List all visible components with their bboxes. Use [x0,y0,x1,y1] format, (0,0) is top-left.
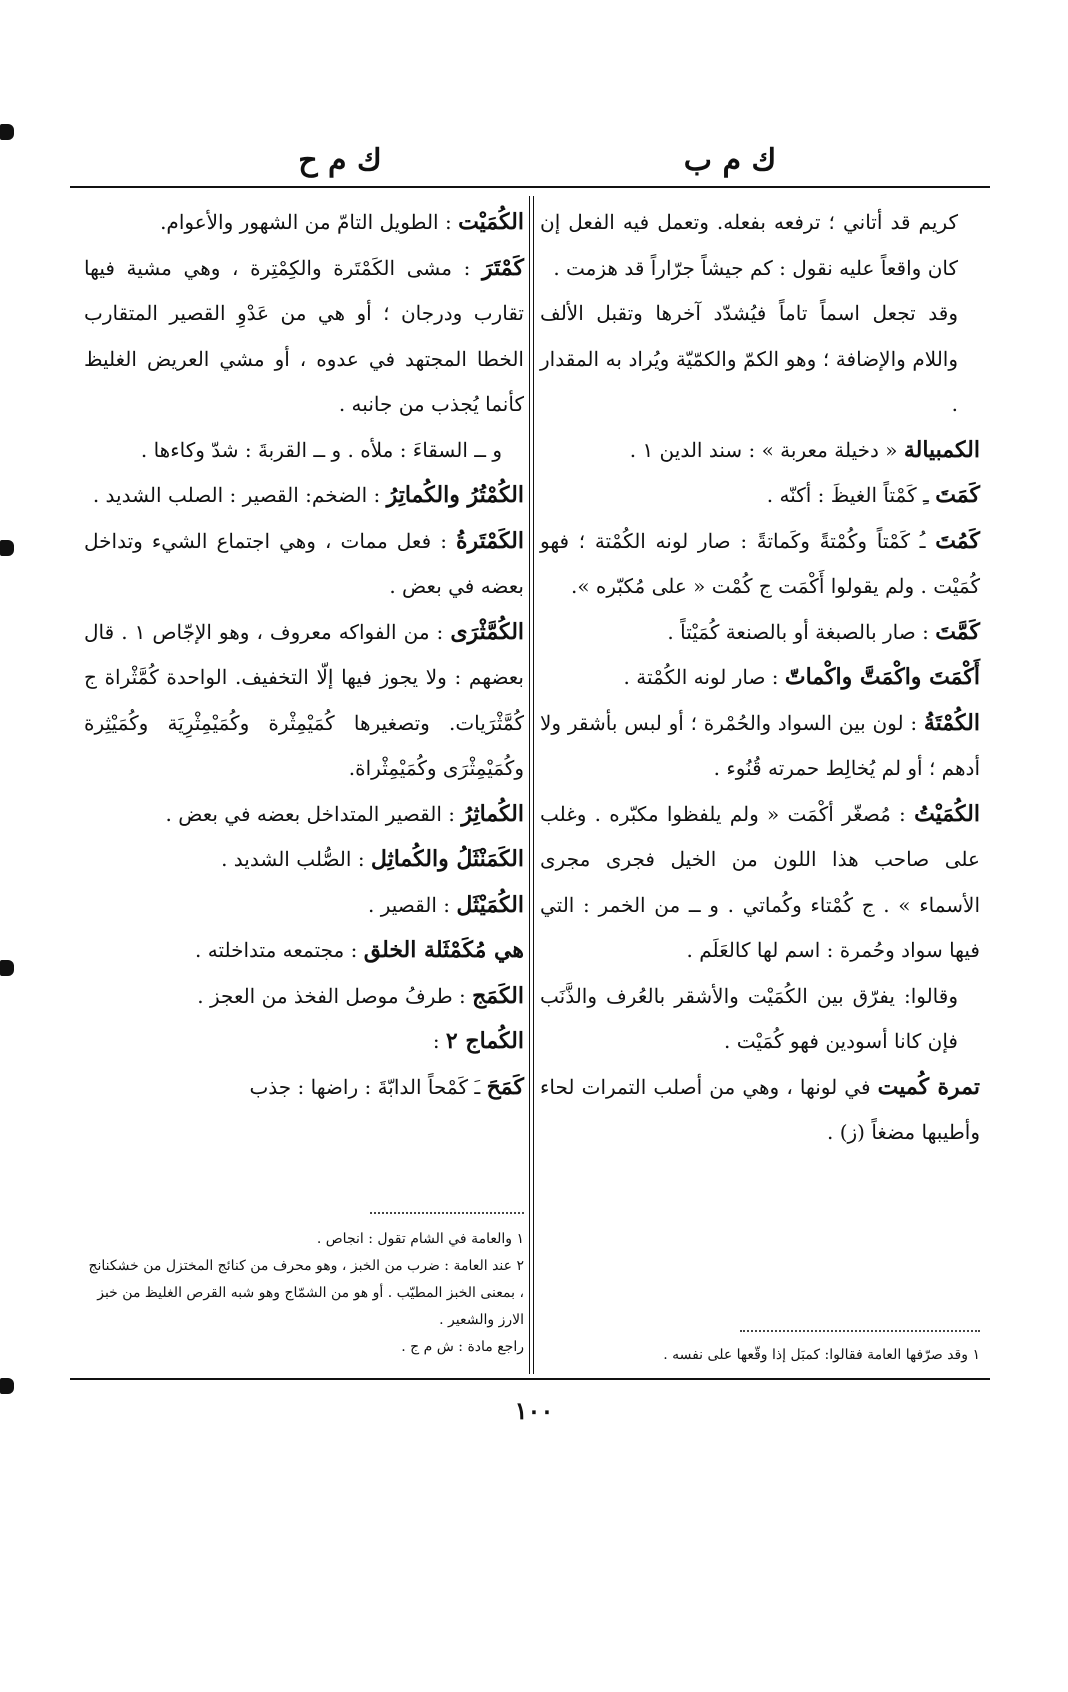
definition-text: في لونها ، وهي من أصلب التمرات لحاء وأطيبها مضغاً (ز) . [540,1074,980,1144]
dictionary-entry [84,928,524,974]
headword: هي مُكَمْثَلة الخلق [363,937,524,963]
column-divider [533,196,534,1374]
margin-mark [0,540,14,556]
headword: الكُمَيْت [458,209,524,235]
headword: الكَمَنْثَلُ والكُماثِل [370,846,524,872]
headword: الكُمَّثْرَى [450,618,525,645]
dictionary-entry [540,655,980,701]
left-footnotes [84,1226,524,1361]
definition-text: : فعل ممات ، وهي اجتماع الشيء وتداخل بعضه في بعض . [84,528,524,598]
footnote: ١ وقد صرّفها العامة فقالوا: كمبَل إذا وقّعها على نفسه . [663,1347,980,1363]
dictionary-entry [84,246,524,428]
margin-mark [0,960,14,976]
headword: كَمَحَ [486,1073,524,1100]
dictionary-entry [84,473,524,519]
dictionary-entry [84,200,524,246]
headword: الكَمْتَرةُ [456,527,524,554]
definition-text: : صار بالصبغة أو بالصنعة كُمَيْتاً . [667,619,929,644]
definition-text: : الضخم: القصير : الصلب الشديد . [92,483,381,507]
headword: كَمَّتَ [935,618,980,645]
dictionary-entry [84,610,524,792]
margin-mark [0,124,14,140]
headword: الكَمَج [472,982,524,1009]
top-rule [70,186,990,188]
headword: الكمبيالة [903,436,980,463]
footnote: راجع مادة : ش م ج . [401,1339,524,1355]
definition-text: ـُ كَمْتاً وكُمْتةً وكَماتةً : صار لونه الكُمْتة ؛ فهو كُمَيْت . ولم يقولوا أَكْمَت ج كُمْت « على مُكبّره ». [540,528,980,598]
definition-text: : مشى الكَمْتَرة والكِمْتِرة ، وهي مشية فيها تقارب ودرجان ؛ أو هي من عَدْوِ القصير المتقارب الخطا المجتهد في عدوه ، أو مشي العريض الغليظ كأنما يُجذب من جانبه . [84,255,524,416]
headword: كَمَتَ [935,482,980,508]
dictionary-entry [540,701,980,792]
column-divider [529,196,530,1374]
footnote-separator [370,1212,524,1214]
definition-text: : صار لونه الكُمْتة . [623,665,779,689]
headword: تمرة كُميت [877,1073,980,1100]
entry-paragraph [540,200,980,291]
headword: كَمْتَرَ [482,254,524,281]
bottom-rule [70,1378,990,1380]
definition-text: : القصير . [368,892,451,917]
dictionary-entry [540,610,980,656]
footnote-separator [740,1330,980,1332]
left-column-header: ك م ح [298,143,382,178]
headword: الكُمَيْثَل [456,891,524,918]
dictionary-entry [84,792,524,838]
left-column [84,200,524,1110]
definition-text: وقالوا: يفرّق بين الكُمَيْت والأشقر بالعُرف والذَّنَب فإن كانا أسودين فهو كُمَيْت . [540,983,958,1053]
definition-text: و ــ السقاءَ : ملأه . و ــ القربةَ : شدّ وكاءها . [140,437,502,462]
definition-text: : طرفُ موصل الفخذ من العجز . [197,983,466,1008]
definition-text: : لون بين السواد والحُمْرة ؛ أو لبس بأشقر ولا أدهم ؛ أو لم يُخالِط حمرته قُنُوء . [540,710,980,780]
headword: الكُمْتُرُ والكُماتِرُ [386,482,524,508]
definition-text: : الطويل التامّ من الشهور والأعوام. [160,210,452,234]
definition-text: وقد تجعل اسماً تاماً فيُشدّد آخرها وتقبل الألف واللام والإضافة ؛ وهو الكمّ والكمّيّة ويُراد به المقدار . [540,301,958,416]
dictionary-entry [84,1065,524,1111]
dictionary-entry [540,519,980,610]
dictionary-entry [540,792,980,974]
dictionary-entry [84,974,524,1020]
dictionary-entry [540,428,980,474]
definition-text: « دخيلة معربة » : سند الدين ١ . [629,437,898,462]
definition-text: : من الفواكه معروف ، وهو الإجّاص ١ . قال بعضهم : ولا يجوز فيها إلّا التخفيف. الواحدة كُمَّثْراة ج كُمَّثْرَيات. وتصغيرها كُمَيْمِثْرة وكُمَيْمِثْرِيَة وكُمَيْثِرة وكُمَيْمِثْرَى وكُمَيْمِثْراة. [84,619,524,780]
definition-text: : مجتمعه متداخلته . [195,938,358,962]
dictionary-entry [84,883,524,929]
page-number: ١٠٠ [514,1396,554,1425]
margin-mark [0,1378,14,1394]
headword: أَكْمَتَ واكْمَتَّ واكْماتّ [784,664,980,690]
headword: الكُماثِرُ [461,800,524,827]
right-column-header: ك م ب [683,143,777,178]
headword: كَمُتَ [935,527,980,554]
definition-text: ـِ كَمْتاً الغيظَ : أكنّه . [766,483,929,507]
dictionary-entry [84,837,524,883]
definition-text: : القصير المتداخل بعضه في بعض . [165,801,455,826]
headword: الكُماج ٢ [445,1028,524,1054]
dictionary-entry [540,473,980,519]
headword: الكُمَيْتُ [914,800,980,827]
definition-text: : مُصغّر أكْمَت « ولم يلفظوا مكبّره . وغلب على صاحب هذا اللون من الخيل فجرى مجرى الأسماء » . ج كُمْتاء وكُماتي . و ــ من الخمر : التي فيها سواد وحُمرة : اسم لها كالعَلَم . [540,801,980,962]
dictionary-entry [84,519,524,610]
right-column [540,200,980,1156]
dictionary-entry [84,1019,524,1065]
right-footnotes [540,1342,980,1369]
definition-text: ـَ كَمْحاً الدابّةَ : راضها : جذب [249,1074,481,1099]
footnote: ١ والعامة في الشام تقول : انجاص . [316,1231,524,1247]
entry-paragraph [540,291,980,428]
entry-paragraph [540,974,980,1065]
entry-paragraph [84,428,524,474]
definition-text: كريم قد أتاني ؛ ترفعه بفعله. وتعمل فيه الفعل إن كان واقعاً عليه نقول : كم جيشاً جرّاراً قد هزمت . [540,210,958,280]
dictionary-entry [540,1065,980,1156]
footnote: ٢ عند العامة : ضرب من الخبز ، وهو محرف من كنائج المختزل من خشكنانج ، بمعنى الخبز المطيّب . أو هو من الشمّاج وهو شبه القرص الغليظ من خبز الارز والشعير . [88,1258,524,1328]
headword: الكُمْتَةُ [923,709,980,736]
definition-text: : الصُّلب الشديد . [221,847,365,871]
definition-text: : [432,1029,440,1053]
